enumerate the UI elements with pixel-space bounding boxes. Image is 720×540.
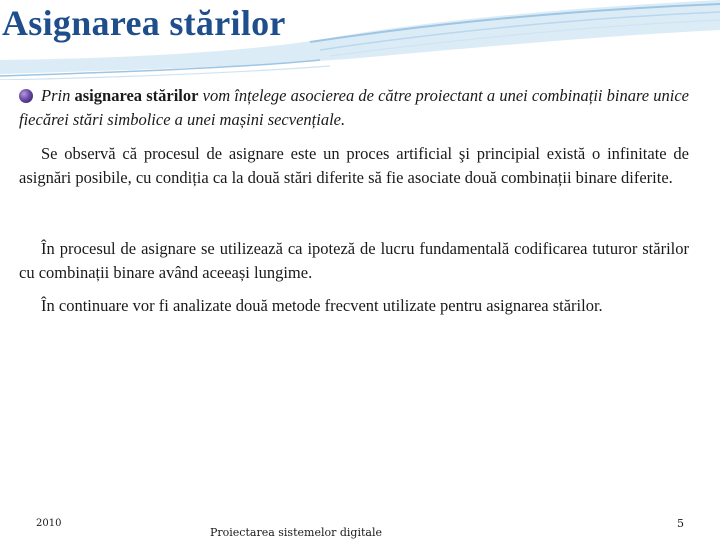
p4-text: În continuare vor fi analizate două metode frecvent utilizate pentru asignarea stărilor. [41, 296, 603, 315]
p3-text: În procesul de asignare se utilizează ca ipoteză de lucru fundamentală codificarea tuturor stărilor cu combinații binare având aceeași lungime. [19, 239, 689, 282]
paragraph-hypothesis [19, 237, 689, 285]
p1-rest: vom înțelege asocierea de către proiectant a unei combinații binare unice fiecărei stări simbolice a unei mașini secvențiale. [19, 86, 690, 129]
paragraph-observation [19, 142, 689, 190]
slide-title: Asignarea stărilor [2, 3, 286, 43]
paragraph-methods [19, 294, 689, 318]
paragraph-definition [19, 84, 689, 132]
p1-bold-term: asignarea stărilor [74, 86, 199, 105]
p2-text: Se observă că procesul de asignare este un proces artificial şi principial există o infinitate de asignări posibile, cu condiția ca la două stări diferite să fie asociate două combinații binare diferite. [19, 144, 689, 187]
footer-course-title: Proiectarea sistemelor digitale [210, 526, 382, 539]
p1-lead: Prin [41, 86, 71, 105]
page-number: 5 [677, 517, 684, 530]
footer-year: 2010 [36, 518, 62, 529]
